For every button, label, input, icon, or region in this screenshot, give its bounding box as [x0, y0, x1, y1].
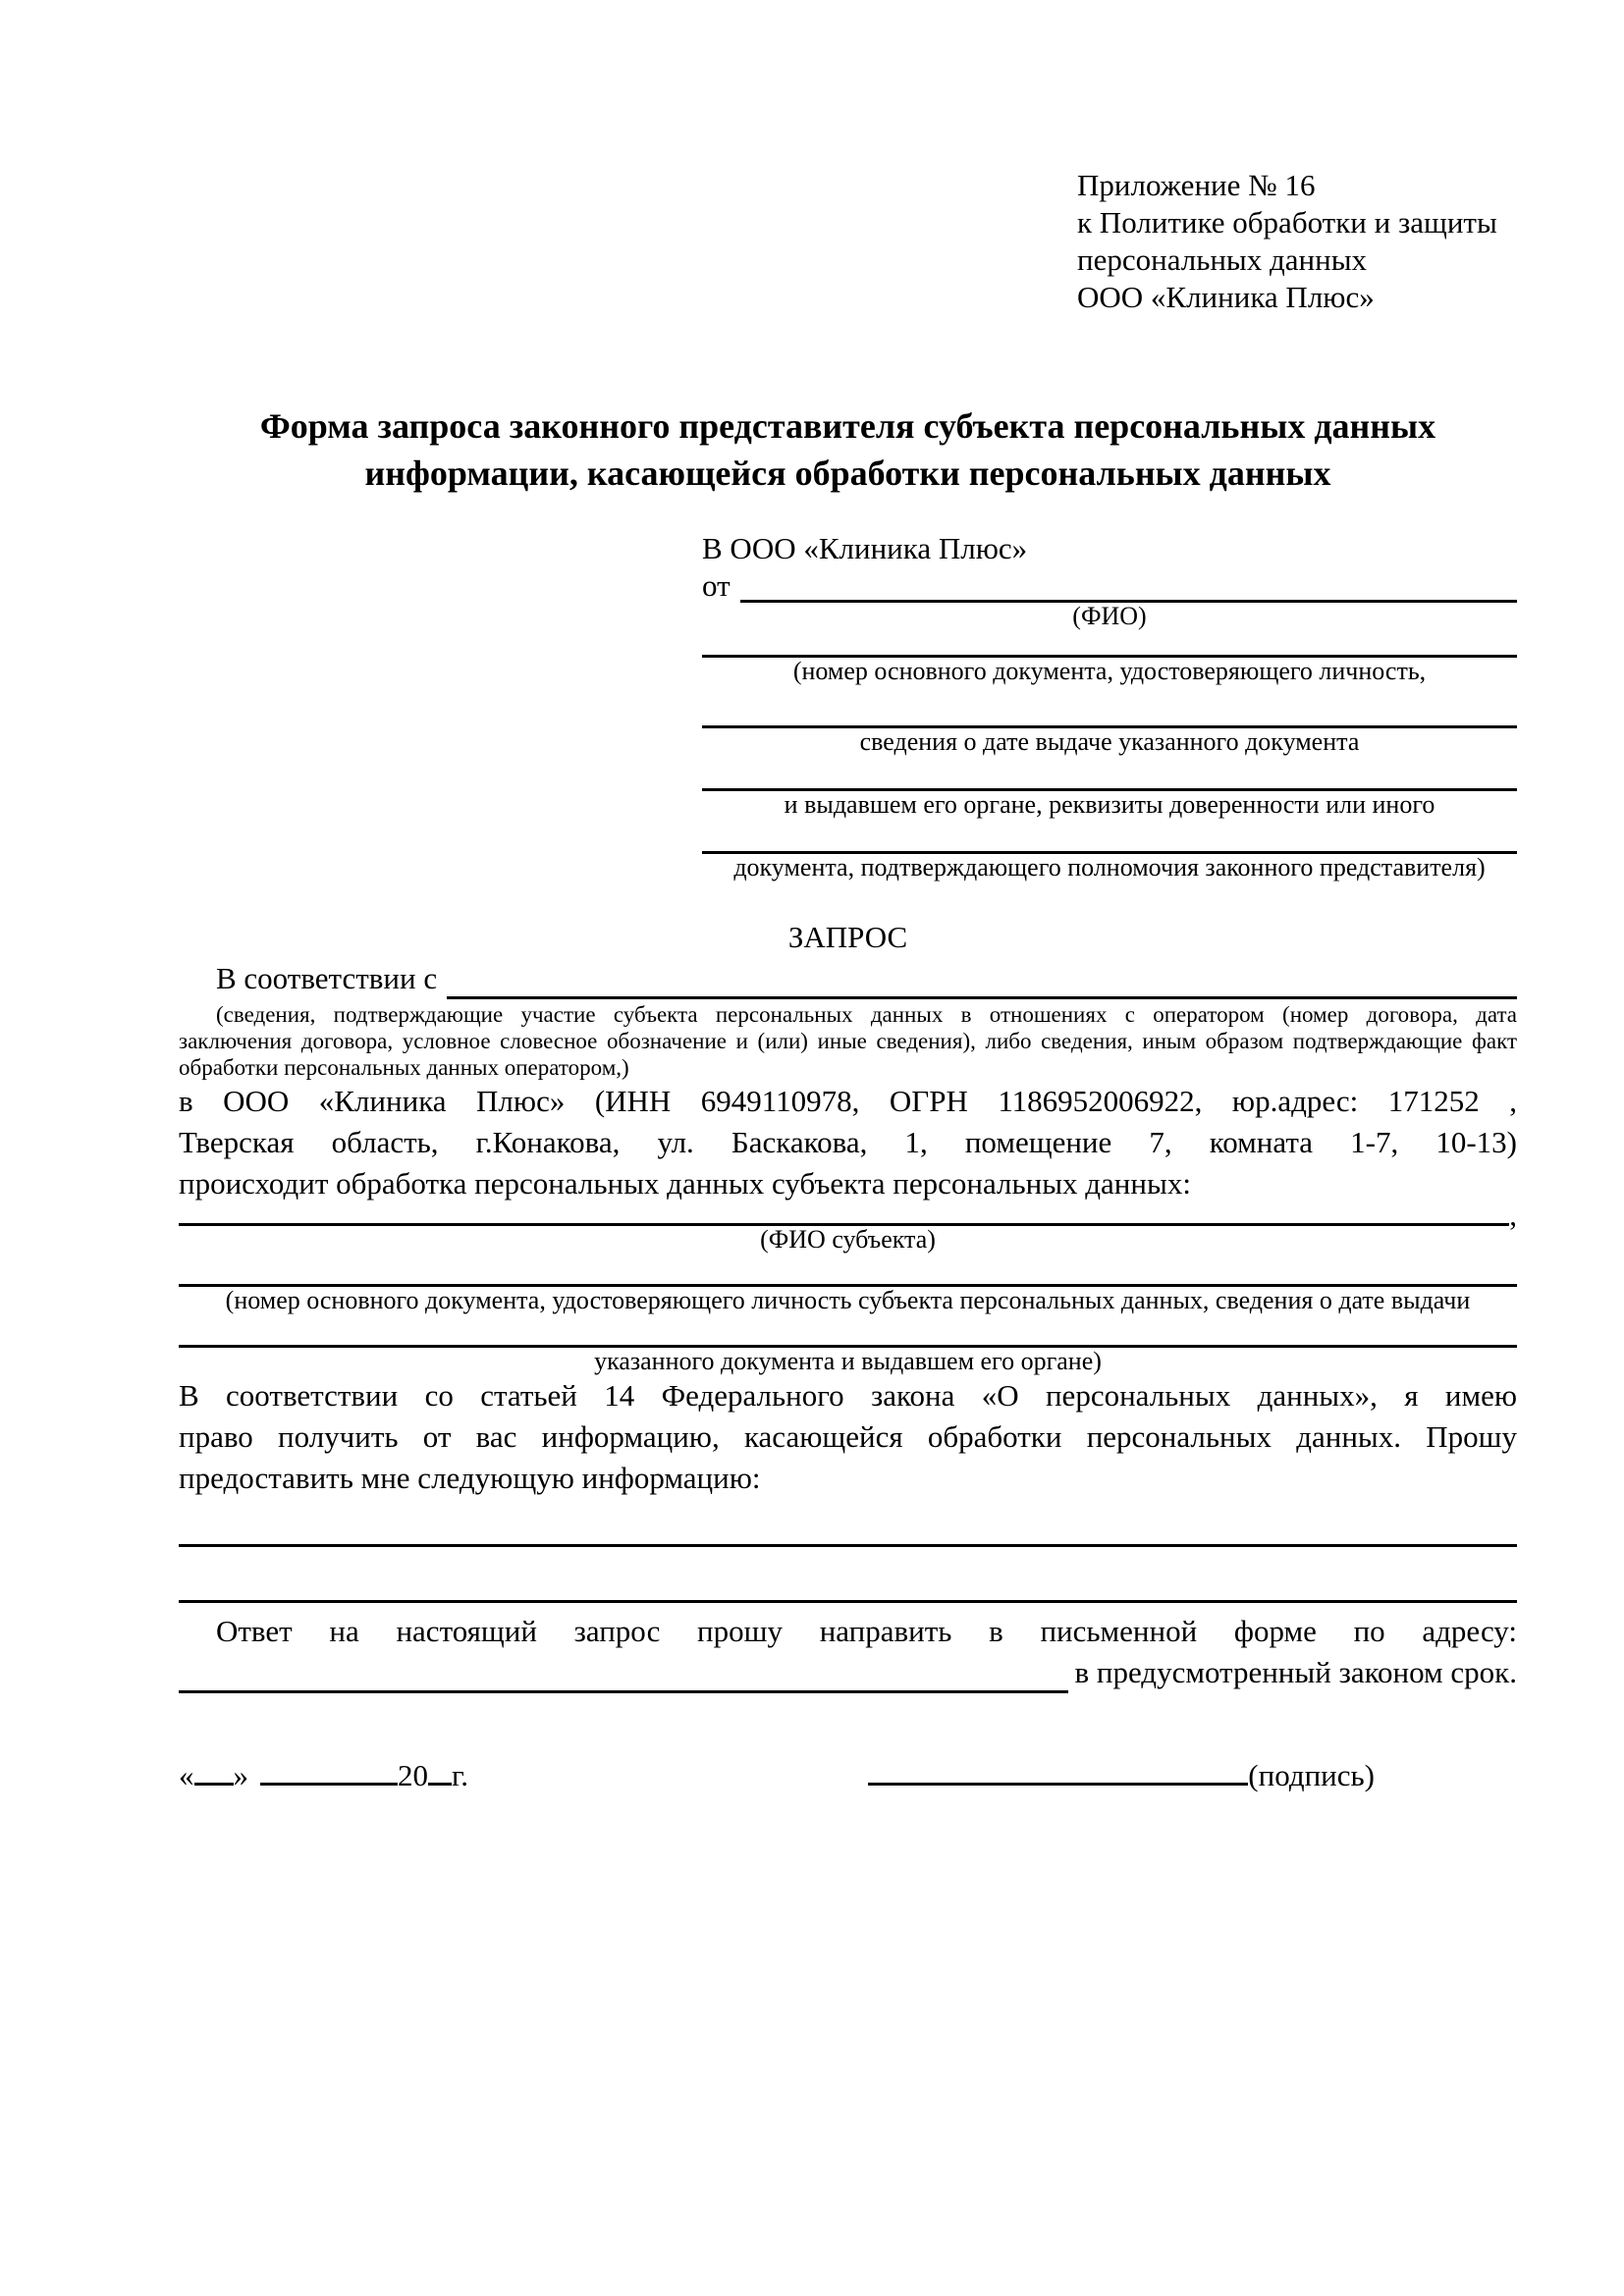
representative-doc-input-line-2[interactable] — [702, 685, 1517, 728]
representative-doc-input-line-4[interactable] — [702, 819, 1517, 854]
from-label: от — [702, 568, 731, 603]
addressee-block — [702, 528, 1517, 881]
date-year-suffix: г. — [452, 1758, 468, 1792]
caption-representative-doc-1: (номер основного документа, удостоверяющего личность, — [792, 657, 1427, 685]
footer-row — [179, 1756, 1517, 1795]
representative-fio-input-line[interactable] — [740, 569, 1517, 603]
annex-line: Приложение № 16 — [1077, 168, 1316, 202]
accordance-basis-input-line[interactable] — [447, 958, 1517, 999]
law-paragraph-line-3: предоставить мне следующую информацию: — [179, 1461, 761, 1495]
accordance-note-line-3: обработки персональных данных оператором,) — [179, 1055, 629, 1080]
caption-signature: (подпись) — [1248, 1758, 1375, 1792]
reply-tail-text: в предусмотренный законом срок. — [1074, 1655, 1517, 1689]
annex-line: персональных данных — [1077, 242, 1368, 277]
law-paragraph-line-2: право получить от вас информацию, касающейся обработки персональных данных. Прошу — [179, 1419, 1517, 1454]
form-title-line-1: Форма запроса законного представителя субъекта персональных данных — [259, 406, 1436, 446]
caption-representative-doc-3: и выдавшем его органе, реквизиты доверенности или иного — [784, 790, 1435, 819]
requested-info-input-line-2[interactable] — [179, 1600, 1517, 1603]
date-month-input-line[interactable] — [260, 1781, 398, 1786]
date-year-input-line[interactable] — [428, 1781, 452, 1786]
operator-paragraph-line-3: происходит обработка персональных данных субъекта персональных данных: — [179, 1166, 1191, 1201]
from-row — [702, 569, 1517, 603]
date-quote-open: « — [179, 1758, 194, 1792]
signature-block — [868, 1756, 1375, 1795]
request-heading: ЗАПРОС — [787, 920, 908, 954]
operator-paragraph-line-2: Тверская область, г.Конакова, ул. Баскакова, 1, помещение 7, комната 1-7, 10-13) — [179, 1125, 1517, 1159]
caption-subject-doc-1: (номер основного документа, удостоверяющего личность субъекта персональных данных, сведения о дате выдачи — [225, 1286, 1471, 1314]
accordance-prefix: В соответствии с — [216, 961, 438, 995]
caption-subject-fio: (ФИО субъекта) — [760, 1225, 936, 1254]
annex-line: ООО «Клиника Плюс» — [1077, 280, 1375, 314]
representative-doc-input-line-1[interactable] — [702, 630, 1517, 658]
subject-fio-input-line[interactable] — [179, 1204, 1509, 1226]
addressee-organization: В ООО «Клиника Плюс» — [702, 531, 1028, 565]
accordance-note — [179, 1001, 1517, 1081]
signature-input-line[interactable] — [868, 1781, 1248, 1786]
caption-subject-doc-2: указанного документа и выдавшем его органе) — [594, 1347, 1102, 1375]
accordance-note-line-1: (сведения, подтверждающие участие субъекта персональных данных в отношениях с оператором (номер договора, дата — [216, 1002, 1517, 1027]
operator-paragraph-line-1: в ООО «Клиника Плюс» (ИНН 6949110978, ОГРН 1186952006922, юр.адрес: 171252 , — [179, 1084, 1517, 1118]
annex-line: к Политике обработки и защиты — [1077, 205, 1497, 240]
law-paragraph-line-1: В соответствии со статьей 14 Федерального закона «О персональных данных», я имею — [179, 1378, 1517, 1413]
subject-line-comma: , — [1509, 1198, 1517, 1232]
reply-paragraph: Ответ на настоящий запрос прошу направить в письменной форме по адресу: — [216, 1614, 1517, 1648]
date-block — [179, 1756, 468, 1795]
subject-doc-input-line-1[interactable] — [179, 1254, 1517, 1287]
subject-fio-row — [179, 1198, 1517, 1232]
annex-block — [1077, 167, 1517, 316]
form-title — [179, 402, 1517, 497]
reply-address-input-line[interactable] — [179, 1652, 1068, 1693]
representative-doc-input-line-3[interactable] — [702, 756, 1517, 791]
date-day-input-line[interactable] — [194, 1781, 234, 1786]
caption-fio: (ФИО) — [1072, 602, 1147, 630]
caption-representative-doc-2: сведения о дате выдаче указанного документа — [859, 727, 1360, 756]
date-quote-close: » — [233, 1758, 248, 1792]
date-year-prefix: 20 — [398, 1758, 428, 1792]
accordance-note-line-2: заключения договора, условное словесное обозначение и (или) иные сведения), либо сведения, иным образом подтверждающие факт — [179, 1029, 1517, 1053]
form-title-line-2: информации, касающейся обработки персональных данных — [364, 454, 1331, 493]
operator-paragraph — [179, 1081, 1517, 1204]
subject-doc-input-line-2[interactable] — [179, 1314, 1517, 1348]
requested-info-input-line-1[interactable] — [179, 1544, 1517, 1547]
law-paragraph — [179, 1375, 1517, 1499]
reply-address-row — [179, 1652, 1517, 1693]
accordance-row — [179, 958, 1517, 999]
caption-representative-doc-4: документа, подтверждающего полномочия законного представителя) — [733, 853, 1486, 881]
